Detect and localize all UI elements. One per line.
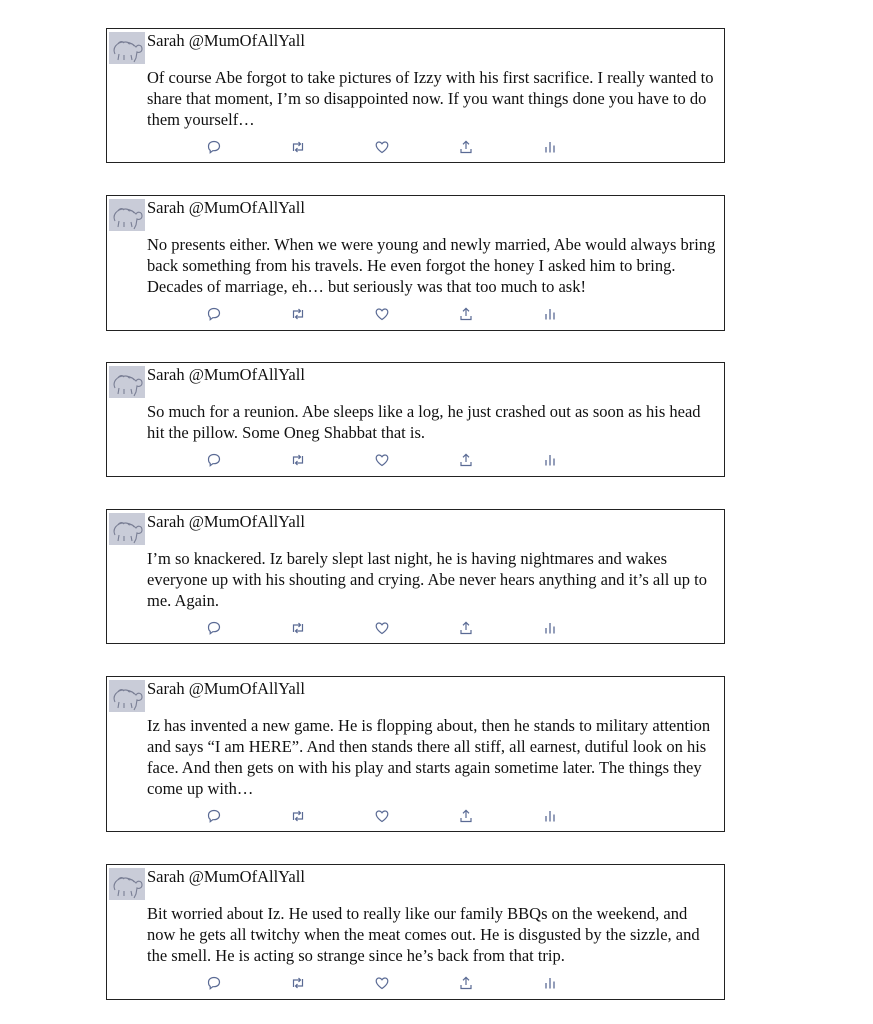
tweet-text: Bit worried about Iz. He used to really like our family BBQs on the weekend, and now he gets all twitchy when the meat comes out. He is disgusted by the sizzle, and the smell. He is acting so strange since he’s back from that trip.: [147, 904, 700, 965]
reply-icon[interactable]: [206, 808, 224, 826]
like-icon[interactable]: [374, 452, 392, 470]
tweet-card: [106, 864, 725, 1000]
author-handle: @MumOfAllYall: [188, 867, 305, 886]
reply-icon[interactable]: [206, 306, 224, 324]
author-handle: @MumOfAllYall: [188, 31, 305, 50]
ram-avatar-icon[interactable]: [109, 199, 145, 231]
tweet-text: So much for a reunion. Abe sleeps like a log, he just crashed out as soon as his head hit the pillow. Some Oneg Shabbat that is.: [147, 402, 701, 442]
like-icon[interactable]: [374, 808, 392, 826]
author-handle: @MumOfAllYall: [188, 198, 305, 217]
tweet-actions: [107, 808, 724, 826]
tweet-card: [106, 676, 725, 832]
author-name: Sarah: [147, 31, 185, 50]
tweet-text: I’m so knackered. Iz barely slept last night, he is having nightmares and wakes everyone up with his shouting and crying. Abe never hears anything and it’s all up to me. Again.: [147, 549, 707, 610]
tweet-card: [106, 28, 725, 163]
reply-icon[interactable]: [206, 139, 224, 157]
analytics-icon[interactable]: [542, 452, 560, 470]
like-icon[interactable]: [374, 620, 392, 638]
tweet-card: [106, 195, 725, 331]
ram-avatar-icon[interactable]: [109, 868, 145, 900]
like-icon[interactable]: [374, 975, 392, 993]
tweet-author[interactable]: [147, 198, 305, 218]
share-icon[interactable]: [458, 452, 476, 470]
author-name: Sarah: [147, 867, 185, 886]
tweet-author[interactable]: [147, 512, 305, 532]
tweet-actions: [107, 620, 724, 638]
ram-avatar-icon[interactable]: [109, 680, 145, 712]
share-icon[interactable]: [458, 139, 476, 157]
author-handle: @MumOfAllYall: [188, 679, 305, 698]
tweet-card: [106, 509, 725, 644]
retweet-icon[interactable]: [290, 306, 308, 324]
retweet-icon[interactable]: [290, 139, 308, 157]
reply-icon[interactable]: [206, 975, 224, 993]
author-name: Sarah: [147, 512, 185, 531]
retweet-icon[interactable]: [290, 452, 308, 470]
tweet-text: No presents either. When we were young and newly married, Abe would always bring back something from his travels. He even forgot the honey I asked him to bring. Decades of marriage, eh… but seriously was that too much to ask!: [147, 235, 716, 296]
analytics-icon[interactable]: [542, 975, 560, 993]
tweet-author[interactable]: [147, 679, 305, 699]
share-icon[interactable]: [458, 620, 476, 638]
reply-icon[interactable]: [206, 620, 224, 638]
author-handle: @MumOfAllYall: [188, 365, 305, 384]
analytics-icon[interactable]: [542, 620, 560, 638]
like-icon[interactable]: [374, 139, 392, 157]
share-icon[interactable]: [458, 975, 476, 993]
tweet-author[interactable]: [147, 31, 305, 51]
share-icon[interactable]: [458, 306, 476, 324]
retweet-icon[interactable]: [290, 975, 308, 993]
tweet-text: Iz has invented a new game. He is flopping about, then he stands to military attention and says “I am HERE”. And then stands there all stiff, all earnest, dutiful look on his face. And then gets on with his play and starts again sometime later. The things they come up with…: [147, 716, 711, 798]
tweet-card: [106, 362, 725, 477]
retweet-icon[interactable]: [290, 620, 308, 638]
reply-icon[interactable]: [206, 452, 224, 470]
tweet-actions: [107, 306, 724, 324]
tweet-actions: [107, 139, 724, 157]
ram-avatar-icon[interactable]: [109, 513, 145, 545]
tweet-actions: [107, 452, 724, 470]
author-name: Sarah: [147, 198, 185, 217]
tweet-actions: [107, 975, 724, 993]
tweet-text: Of course Abe forgot to take pictures of Izzy with his first sacrifice. I really wanted to share that moment, I’m so disappointed now. If you want things done you have to do them yourself…: [147, 68, 714, 129]
ram-avatar-icon[interactable]: [109, 366, 145, 398]
author-name: Sarah: [147, 365, 185, 384]
analytics-icon[interactable]: [542, 139, 560, 157]
analytics-icon[interactable]: [542, 306, 560, 324]
author-handle: @MumOfAllYall: [188, 512, 305, 531]
ram-avatar-icon[interactable]: [109, 32, 145, 64]
retweet-icon[interactable]: [290, 808, 308, 826]
tweet-author[interactable]: [147, 365, 305, 385]
tweet-author[interactable]: [147, 867, 305, 887]
author-name: Sarah: [147, 679, 185, 698]
share-icon[interactable]: [458, 808, 476, 826]
like-icon[interactable]: [374, 306, 392, 324]
analytics-icon[interactable]: [542, 808, 560, 826]
